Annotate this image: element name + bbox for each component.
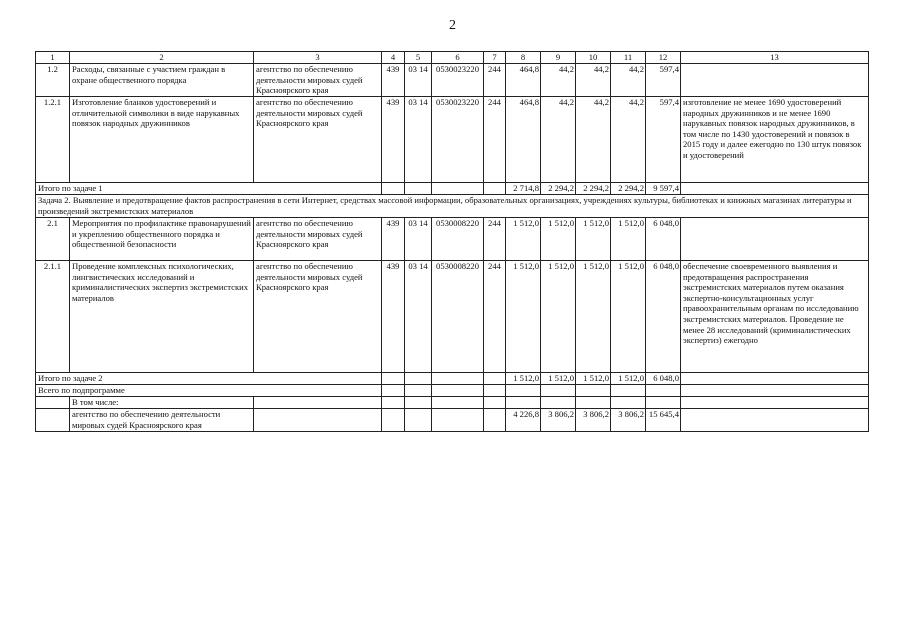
row-result: изготовление не менее 1690 удостоверений народных дружинников и не менее 1690 нарукавных повязок народных дружинников, в том числе по 1430 удостоверений и повязок в 2015 году и далее ежегодно по 130 штук повязок и удостоверений — [681, 97, 869, 183]
header-cell: 1 — [36, 52, 70, 64]
cell-grbs: 439 — [382, 64, 405, 97]
cell-value: 1 512,0 — [506, 261, 541, 373]
table-row — [36, 64, 869, 97]
cell-vr: 244 — [484, 218, 506, 261]
total-row-task2 — [36, 373, 869, 385]
cell-value: 3 806,2 — [541, 409, 576, 432]
header-cell: 2 — [70, 52, 254, 64]
row-number: 1.2.1 — [36, 97, 70, 183]
cell-value: 3 806,2 — [576, 409, 611, 432]
row-name: Мероприятия по профилактике правонарушений и укреплению общественного порядка и общественной безопасности — [70, 218, 254, 261]
cell-vr: 244 — [484, 64, 506, 97]
row-number: 2.1 — [36, 218, 70, 261]
cell-value: 15 645,4 — [646, 409, 681, 432]
page-number: 2 — [449, 18, 456, 33]
header-cell: 9 — [541, 52, 576, 64]
row-name: Расходы, связанные с участием граждан в охране общественного порядка — [70, 64, 254, 97]
header-cell: 12 — [646, 52, 681, 64]
cell-value: 1 512,0 — [506, 373, 541, 385]
table-row — [36, 218, 869, 261]
total-label: Итого по задаче 2 — [36, 373, 382, 385]
row-agency: агентство по обеспечению деятельности мировых судей Красноярского края — [254, 97, 382, 183]
cell-value: 597,4 — [646, 64, 681, 97]
cell-value: 44,2 — [541, 97, 576, 183]
cell-rzpr: 03 14 — [405, 218, 432, 261]
header-cell: 10 — [576, 52, 611, 64]
row-agency: агентство по обеспечению деятельности мировых судей Красноярского края — [254, 218, 382, 261]
cell-value: 44,2 — [576, 64, 611, 97]
row-number: 2.1.1 — [36, 261, 70, 373]
cell-value: 44,2 — [576, 97, 611, 183]
header-row — [36, 52, 869, 64]
cell-value: 2 714,8 — [506, 183, 541, 195]
row-agency: агентство по обеспечению деятельности мировых судей Красноярского края — [254, 64, 382, 97]
cell-value: 1 512,0 — [611, 218, 646, 261]
cell-value: 2 294,2 — [611, 183, 646, 195]
row-agency: агентство по обеспечению деятельности мировых судей Красноярского края — [254, 261, 382, 373]
cell-vr: 244 — [484, 261, 506, 373]
cell-value: 1 512,0 — [541, 218, 576, 261]
cell-grbs: 439 — [382, 261, 405, 373]
cell-csr: 0530023220 — [432, 64, 484, 97]
cell-csr: 0530008220 — [432, 261, 484, 373]
cell-value: 9 597,4 — [646, 183, 681, 195]
cell-value: 1 512,0 — [541, 261, 576, 373]
cell-value: 6 048,0 — [646, 218, 681, 261]
total-row-task1 — [36, 183, 869, 195]
header-cell: 13 — [681, 52, 869, 64]
cell-value: 2 294,2 — [576, 183, 611, 195]
table-row — [36, 261, 869, 373]
cell-value: 3 806,2 — [611, 409, 646, 432]
cell-value: 6 048,0 — [646, 373, 681, 385]
cell-rzpr: 03 14 — [405, 261, 432, 373]
cell-value: 44,2 — [611, 64, 646, 97]
cell-value: 2 294,2 — [541, 183, 576, 195]
including-label: В том числе: — [70, 397, 254, 409]
cell-value: 1 512,0 — [506, 218, 541, 261]
cell-value: 1 512,0 — [576, 261, 611, 373]
cell-rzpr: 03 14 — [405, 64, 432, 97]
cell-csr: 0530023220 — [432, 97, 484, 183]
row-result — [681, 64, 869, 97]
cell-rzpr: 03 14 — [405, 97, 432, 183]
total-label: Всего по подпрограмме — [36, 385, 382, 397]
header-cell: 4 — [382, 52, 405, 64]
cell-value: 1 512,0 — [576, 373, 611, 385]
header-cell: 6 — [432, 52, 484, 64]
cell-grbs: 439 — [382, 218, 405, 261]
task2-title: Задача 2. Выявление и предотвращение фактов распространения в сети Интернет, средствах массовой информации, образовательных организациях, учреждениях культуры, библиотеках и книжных магазинах литературы и произведений экстремистских материалов — [36, 195, 869, 218]
including-row — [36, 397, 869, 409]
cell-value: 44,2 — [611, 97, 646, 183]
cell-vr: 244 — [484, 97, 506, 183]
table-row — [36, 97, 869, 183]
cell-csr: 0530008220 — [432, 218, 484, 261]
program-table — [35, 51, 869, 432]
row-name: Изготовление бланков удостоверений и отличительной символики в виде нарукавных повязок народных дружинников — [70, 97, 254, 183]
header-cell: 11 — [611, 52, 646, 64]
cell-value: 6 048,0 — [646, 261, 681, 373]
agency-total-row — [36, 409, 869, 432]
cell-value: 464,8 — [506, 97, 541, 183]
cell-grbs: 439 — [382, 97, 405, 183]
cell-value: 1 512,0 — [611, 373, 646, 385]
total-row-subprogram — [36, 385, 869, 397]
total-label: Итого по задаче 1 — [36, 183, 382, 195]
cell-value: 44,2 — [541, 64, 576, 97]
header-cell: 7 — [484, 52, 506, 64]
row-number: 1.2 — [36, 64, 70, 97]
agency-total-label: агентство по обеспечению деятельности мировых судей Красноярского края — [70, 409, 254, 432]
header-cell: 3 — [254, 52, 382, 64]
row-name: Проведение комплексных психологических, лингвистических исследований и криминалистических экспертиз экстремистских материалов — [70, 261, 254, 373]
header-cell: 8 — [506, 52, 541, 64]
cell-value: 464,8 — [506, 64, 541, 97]
header-cell: 5 — [405, 52, 432, 64]
cell-value: 1 512,0 — [541, 373, 576, 385]
cell-value: 1 512,0 — [611, 261, 646, 373]
row-result: обеспечение своевременного выявления и предотвращения распространения экстремистских материалов путем оказания экспертно-консультационных услуг правоохранительным органам по исследованию экстремистских материалов. Проведение не менее 28 исследований (криминалистических экспертиз) ежегодно — [681, 261, 869, 373]
task2-title-row — [36, 195, 869, 218]
cell-value: 1 512,0 — [576, 218, 611, 261]
cell-value: 4 226,8 — [506, 409, 541, 432]
row-result — [681, 218, 869, 261]
cell-value: 597,4 — [646, 97, 681, 183]
